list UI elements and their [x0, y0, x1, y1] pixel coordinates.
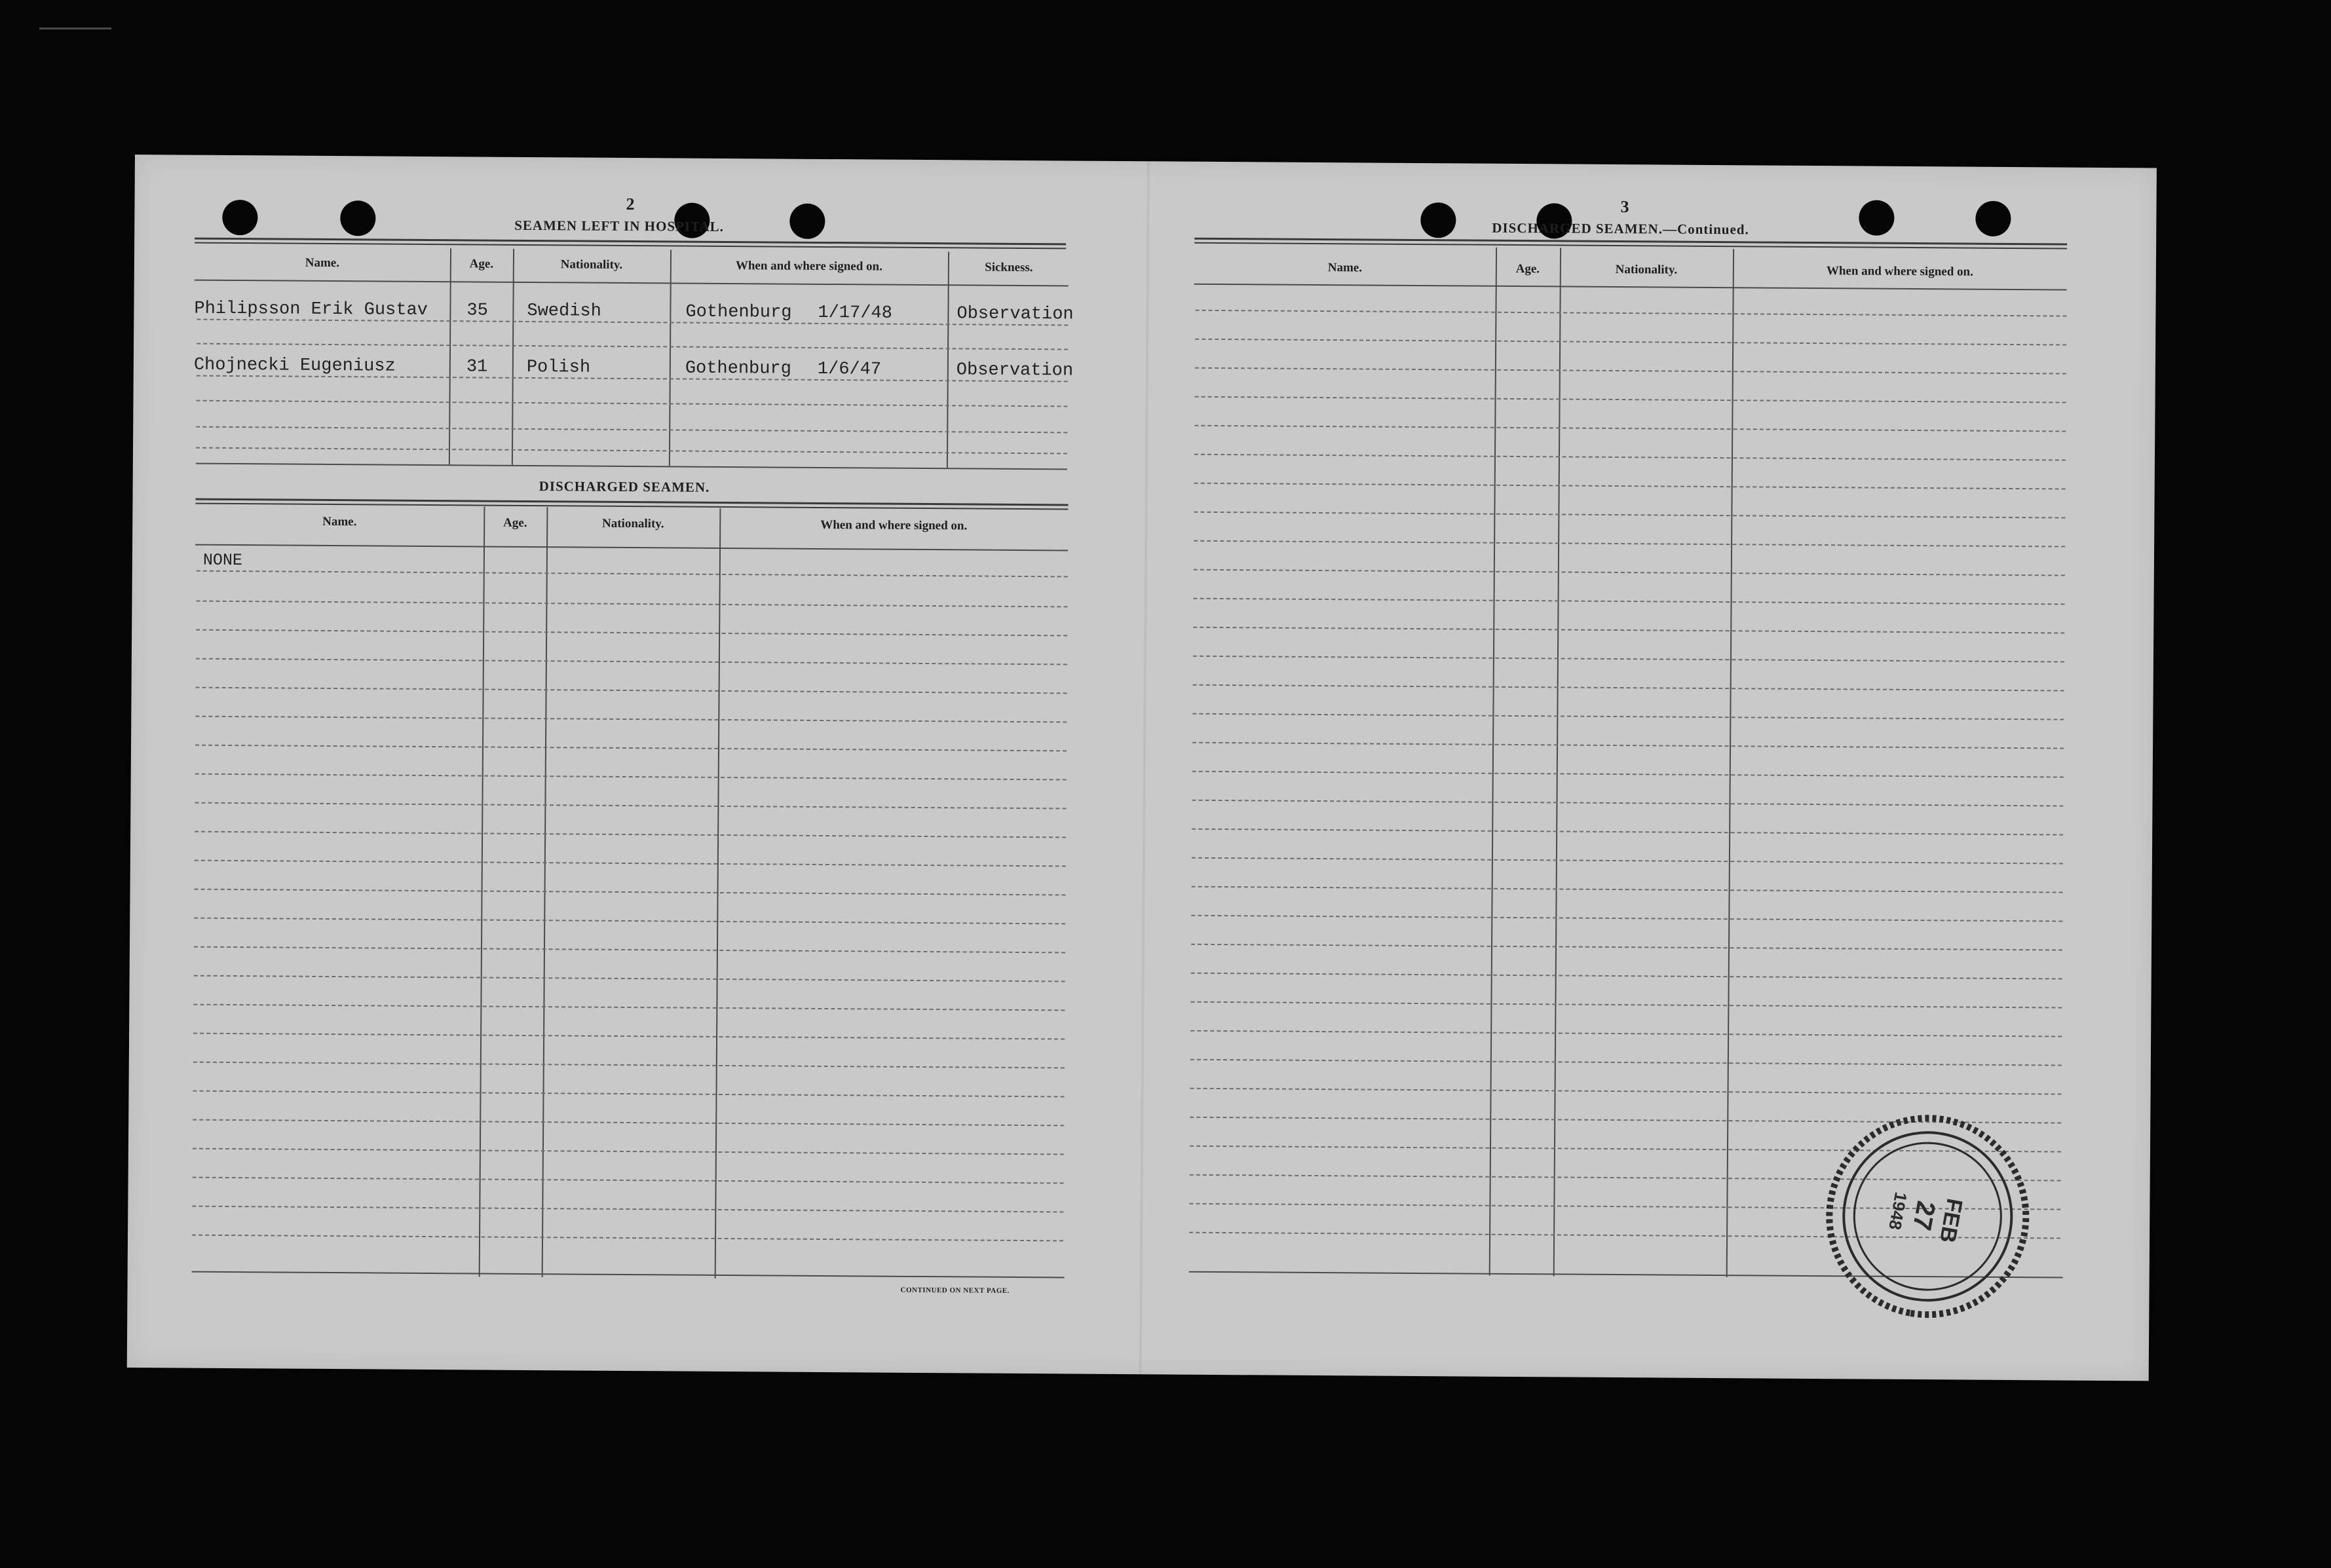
sickness: Observation — [957, 304, 1074, 325]
row-line — [193, 1062, 1065, 1069]
row-line — [196, 629, 1067, 637]
right-header-nationality: Nationality. — [1615, 262, 1678, 277]
row-line — [1194, 598, 2065, 605]
right-column-divider — [1553, 248, 1561, 1276]
right-page-number: 3 — [1620, 197, 1629, 217]
right-column-divider — [1726, 249, 1734, 1277]
row-line — [197, 570, 1068, 578]
row-line — [1192, 800, 2063, 807]
row-line — [1192, 829, 2063, 836]
continued-note: CONTINUED ON NEXT PAGE. — [900, 1286, 1010, 1295]
seaman-age: 31 — [466, 357, 488, 377]
row-line — [194, 946, 1065, 954]
row-line — [1195, 396, 2066, 403]
hospital-section-title: SEAMEN LEFT IN HOSPITAL. — [514, 217, 724, 234]
row-line — [195, 802, 1066, 810]
right-header-name: Name. — [1327, 261, 1363, 275]
scanner-edge-mark — [39, 28, 111, 29]
hospital-row-line — [197, 375, 1068, 383]
row-line — [195, 774, 1067, 781]
discharged-top-rule — [196, 498, 1069, 506]
hospital-row-line — [196, 426, 1067, 434]
row-line — [1190, 1030, 2062, 1037]
row-line — [1192, 886, 2063, 893]
row-line — [1194, 483, 2066, 490]
punch-hole — [1975, 201, 2011, 236]
row-line — [1192, 742, 2064, 749]
hospital-header-nationality: Nationality. — [560, 257, 623, 272]
hospital-row-line — [196, 447, 1067, 455]
row-line — [195, 860, 1066, 867]
row-line — [195, 716, 1067, 723]
discharged-header-name: Name. — [322, 514, 357, 529]
stamp-day: 27 — [1906, 1199, 1941, 1233]
signed-on-place: Gothenburg — [685, 302, 792, 323]
sickness: Observation — [956, 360, 1074, 381]
row-line — [1195, 367, 2066, 375]
row-line — [1192, 771, 2064, 778]
hospital-header-age: Age. — [469, 257, 494, 271]
row-line — [1192, 857, 2063, 865]
row-line — [1195, 339, 2066, 346]
punch-hole — [1859, 200, 1894, 235]
crew-list-sheet — [127, 155, 2157, 1381]
discharged-header-age: Age. — [503, 515, 527, 530]
hospital-row-line — [197, 319, 1068, 326]
right-top-rule — [1194, 238, 2067, 246]
immigration-stamp — [1819, 1108, 2036, 1325]
row-line — [192, 1235, 1063, 1242]
signed-on-date: 1/6/47 — [817, 359, 882, 380]
hospital-header-rule — [195, 280, 1069, 287]
row-line — [193, 1033, 1065, 1040]
seaman-age: 35 — [466, 301, 488, 321]
right-header-rule — [1194, 284, 2067, 291]
hospital-row-line — [197, 400, 1068, 407]
discharged-header-signed-on: When and where signed on. — [820, 517, 968, 533]
row-line — [195, 745, 1067, 752]
row-line — [1191, 944, 2062, 951]
discharged-header-nationality: Nationality. — [601, 516, 664, 531]
row-line — [1194, 425, 2066, 432]
row-line — [194, 975, 1065, 982]
row-line — [1191, 973, 2062, 980]
seaman-nationality: Swedish — [527, 301, 601, 322]
row-line — [1194, 569, 2065, 576]
punch-hole — [789, 204, 825, 239]
row-line — [1190, 1059, 2062, 1066]
row-line — [195, 831, 1066, 838]
hospital-top-rule — [195, 238, 1066, 246]
row-line — [1194, 454, 2066, 461]
hospital-row-line — [197, 343, 1068, 350]
stamp-month: FEB — [1934, 1196, 1967, 1245]
row-line — [193, 1004, 1065, 1011]
row-line — [193, 1091, 1065, 1098]
signed-on-date: 1/17/48 — [818, 303, 892, 324]
row-line — [1193, 656, 2064, 663]
row-line — [1194, 512, 2065, 519]
seaman-nationality: Polish — [526, 357, 591, 378]
discharged-section-title: DISCHARGED SEAMEN. — [539, 478, 710, 495]
row-line — [1193, 627, 2064, 634]
seaman-name: Philipsson Erik Gustav — [194, 299, 428, 320]
discharged-entry-none: NONE — [202, 550, 243, 570]
punch-hole — [222, 200, 257, 235]
row-line — [1194, 540, 2065, 548]
row-line — [196, 601, 1067, 608]
hospital-header-name: Name. — [305, 255, 340, 271]
row-line — [193, 1177, 1064, 1184]
seaman-name: Chojnecki Eugeniusz — [193, 355, 396, 377]
row-line — [193, 1148, 1064, 1155]
right-header-age: Age. — [1515, 261, 1540, 276]
page-fold — [1139, 161, 1150, 1374]
discharged-row-lines-left — [135, 155, 2157, 168]
signed-on-place: Gothenburg — [685, 358, 791, 379]
hospital-header-sickness: Sickness. — [985, 260, 1033, 275]
row-line — [1195, 310, 2066, 317]
row-line — [1191, 915, 2062, 922]
punch-hole — [340, 200, 375, 236]
row-line — [195, 889, 1066, 896]
hospital-header-signed-on: When and where signed on. — [735, 259, 882, 274]
row-line — [196, 687, 1067, 694]
row-line — [192, 1206, 1063, 1213]
discharged-row-lines-right — [135, 155, 2157, 168]
row-line — [196, 658, 1067, 665]
right-column-divider — [1489, 248, 1497, 1276]
row-line — [1190, 1088, 2062, 1095]
right-header-signed-on: When and where signed on. — [1826, 264, 1973, 279]
row-line — [1192, 713, 2064, 720]
punch-hole — [1420, 202, 1456, 238]
row-line — [1193, 684, 2064, 692]
left-page-number: 2 — [626, 194, 635, 214]
row-line — [193, 1119, 1064, 1127]
row-line — [194, 918, 1065, 925]
discharged-continued-title: DISCHARGED SEAMEN.—Continued. — [1492, 219, 1749, 238]
row-line — [1190, 1001, 2062, 1009]
stamp-year: 1948 — [1885, 1190, 1912, 1232]
discharged-header-rule — [195, 544, 1068, 551]
discharged-bottom-rule-left — [192, 1271, 1065, 1279]
hospital-bottom-rule — [196, 463, 1067, 470]
